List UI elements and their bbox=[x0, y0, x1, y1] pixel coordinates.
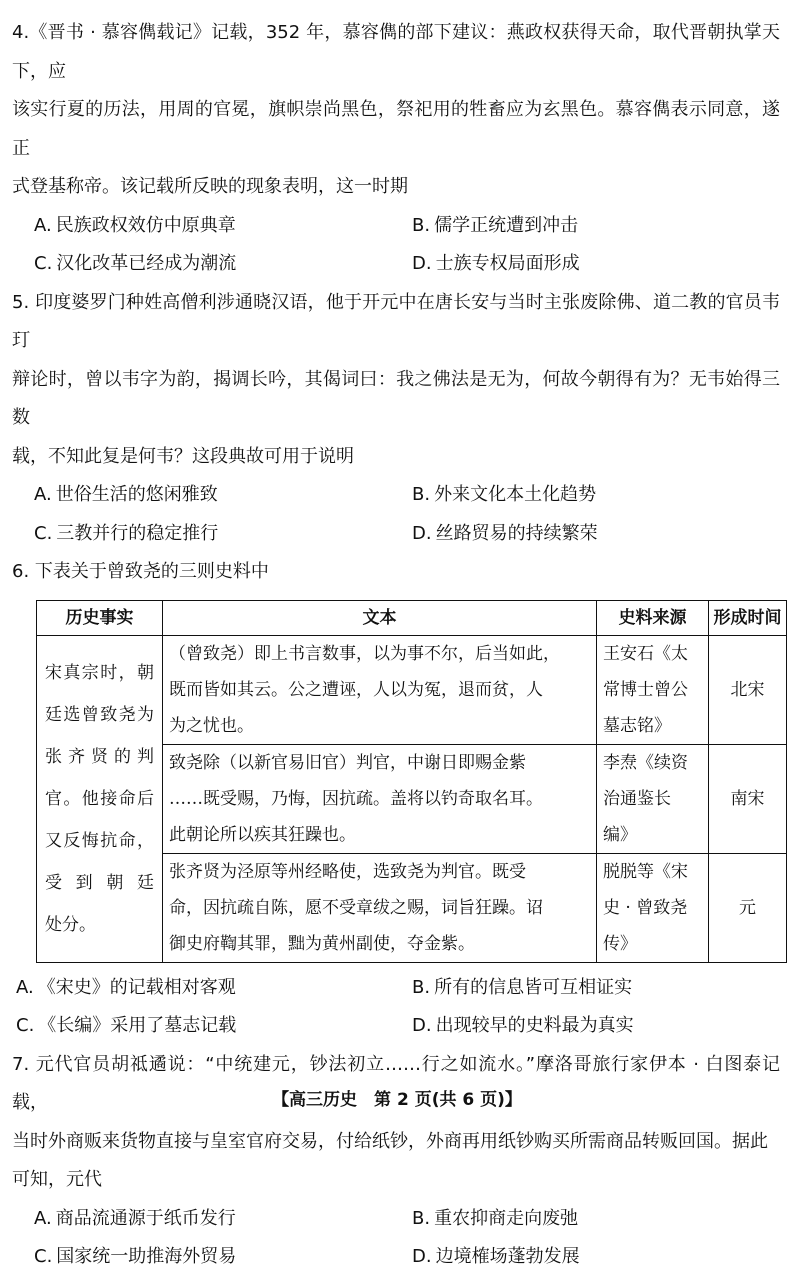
table-row bbox=[37, 635, 787, 744]
question-7-stem bbox=[12, 1046, 780, 1200]
question-4-stem bbox=[12, 14, 780, 207]
option-b[interactable]: B. 外来文化本土化趋势 bbox=[412, 484, 597, 505]
option-a[interactable]: A. 民族政权效仿中原典章 bbox=[34, 214, 236, 236]
stem-line: 式登基称帝。该记载所反映的现象表明，这一时期 bbox=[12, 176, 408, 197]
option-b[interactable]: B. 重农抑商走向废弛 bbox=[412, 1207, 579, 1229]
question-7 bbox=[12, 1046, 780, 1277]
stem-line: 6. 下表关于曾致尧的三则史料中 bbox=[12, 561, 269, 582]
source-cell: 李焘《续资 治通鉴长 编》 bbox=[597, 744, 709, 853]
option-d[interactable]: D. 出现较早的史料最为真实 bbox=[412, 1015, 634, 1036]
text-cell: （曾致尧）即上书言数事，以为事不尔，后当如此， 既而皆如其云。公之遭诬，人以为冤，退而贫，人 为之忧也。 bbox=[163, 635, 597, 744]
option-a[interactable]: A. 商品流通源于纸币发行 bbox=[34, 1207, 236, 1229]
time-cell: 南宋 bbox=[709, 744, 787, 853]
option-d[interactable]: D. 边境榷场蓬勃发展 bbox=[412, 1246, 580, 1267]
stem-line: 当时外商贩来货物直接与皇室官府交易，付给纸钞，外商再用纸钞购买所需商品转贩回国。据此 bbox=[12, 1130, 768, 1152]
header-event: 历史事实 bbox=[37, 600, 163, 635]
question-4 bbox=[12, 14, 780, 284]
question-5-options bbox=[12, 476, 780, 553]
header-time: 形成时间 bbox=[709, 600, 787, 635]
question-7-options bbox=[12, 1200, 780, 1277]
stem-line: 可知，元代 bbox=[12, 1169, 102, 1190]
question-6-stem bbox=[12, 553, 780, 592]
time-cell: 北宋 bbox=[709, 635, 787, 744]
option-c[interactable]: C. 三教并行的稳定推行 bbox=[34, 522, 219, 544]
table-header-row bbox=[37, 600, 787, 635]
question-4-options bbox=[12, 207, 780, 284]
source-cell: 脱脱等《宋 史 · 曾致尧 传》 bbox=[597, 853, 709, 962]
option-b[interactable]: B. 所有的信息皆可互相证实 bbox=[412, 976, 633, 998]
question-6 bbox=[12, 553, 780, 1046]
header-source: 史料来源 bbox=[597, 600, 709, 635]
option-b[interactable]: B. 儒学正统遭到冲击 bbox=[412, 214, 579, 236]
page-footer: 【高三历史 第 2 页(共 6 页)】 bbox=[272, 1090, 522, 1110]
question-5-stem bbox=[12, 284, 780, 477]
stem-line: 5. 印度婆罗门种姓高僧利涉通晓汉语，他于开元中在唐长安与当时主张废除佛、道二教的官员韦玎 bbox=[12, 291, 780, 351]
text-cell: 张齐贤为泾原等州经略使，选致尧为判官。既受 命，因抗疏自陈，愿不受章绂之赐，词旨狂躁。诏 御史府鞫其罪，黜为黄州副使，夺金紫。 bbox=[163, 853, 597, 962]
source-cell: 王安石《太 常博士曾公 墓志铭》 bbox=[597, 635, 709, 744]
stem-line: 载，不知此复是何韦？这段典故可用于说明 bbox=[12, 445, 354, 467]
option-a[interactable]: A. 《宋史》的记载相对客观 bbox=[16, 976, 236, 998]
stem-line: 辩论时，曾以韦字为韵，揭调长吟，其偈词曰：我之佛法是无为，何故今朝得有为？无韦始得三数 bbox=[12, 368, 780, 428]
option-c[interactable]: C. 《长编》采用了墓志记载 bbox=[16, 1015, 237, 1036]
option-c[interactable]: C. 国家统一助推海外贸易 bbox=[34, 1246, 237, 1267]
event-cell: 宋真宗时，朝 廷选曾致尧为 张齐贤的判 官。他接命后 又反悔抗命， 受到朝廷 处分。 bbox=[37, 635, 163, 962]
option-c[interactable]: C. 汉化改革已经成为潮流 bbox=[34, 253, 237, 274]
option-d[interactable]: D. 士族专权局面形成 bbox=[412, 253, 580, 274]
header-text: 文本 bbox=[163, 600, 597, 635]
option-d[interactable]: D. 丝路贸易的持续繁荣 bbox=[412, 522, 598, 544]
question-5 bbox=[12, 284, 780, 554]
question-6-options bbox=[12, 969, 780, 1046]
stem-line: 该实行夏的历法，用周的官冕，旗帜崇尚黑色，祭祀用的牲畜应为玄黑色。慕容儁表示同意，遂正 bbox=[12, 99, 780, 159]
stem-line: 7. 元代官员胡祗遹说：“中统建元，钞法初立……行之如流水。”摩洛哥旅行家伊本 · 白图泰记载， bbox=[12, 1053, 780, 1113]
source-table bbox=[36, 600, 787, 963]
option-a[interactable]: A. 世俗生活的悠闲雅致 bbox=[34, 484, 218, 505]
stem-line: 4.《晋书 · 慕容儁载记》记载，352 年，慕容儁的部下建议：燕政权获得天命，取代晋朝执掌天下，应 bbox=[12, 22, 780, 82]
time-cell: 元 bbox=[709, 853, 787, 962]
text-cell: 致尧除（以新官易旧官）判官，中谢日即赐金紫 ……既受赐，乃悔，因抗疏。盖将以钓奇取名耳。 此朝论所以疾其狂躁也。 bbox=[163, 744, 597, 853]
